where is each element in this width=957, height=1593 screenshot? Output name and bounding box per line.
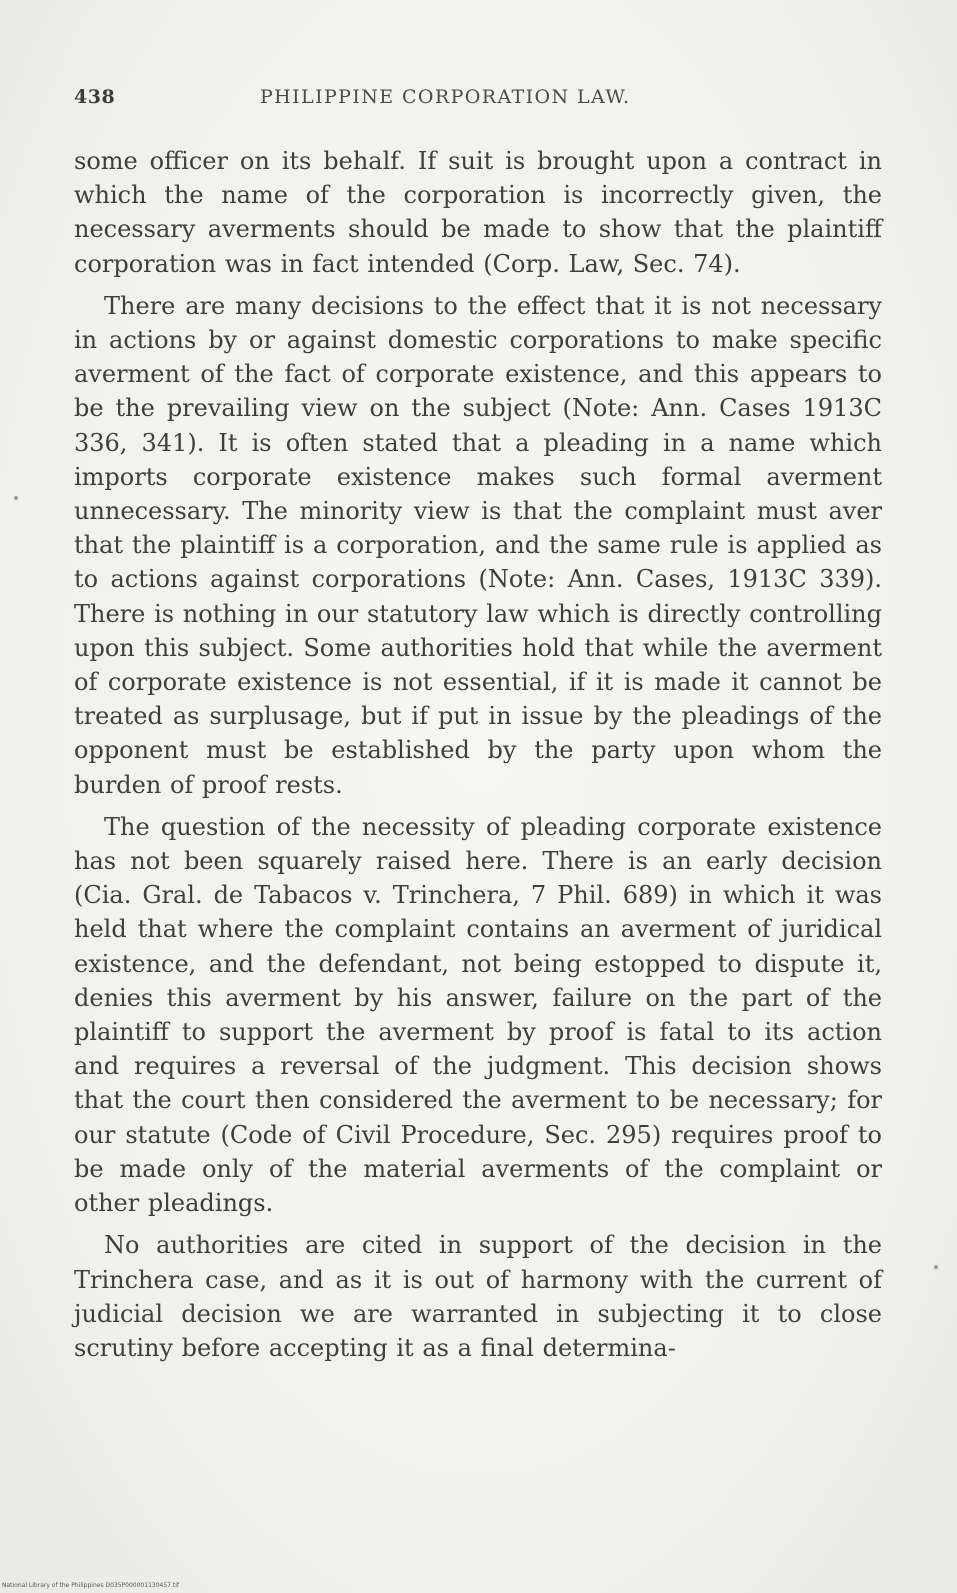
scan-speck — [14, 496, 18, 500]
page-number: 438 — [74, 86, 116, 108]
paragraph-4: No authorities are cited in support of the decision in the Trinchera case, and as it is out of harmony with the current of judicial decision we are warranted in subjecting it to close scrutiny before accepting it as a final determina- — [74, 1231, 882, 1362]
page-header — [74, 86, 882, 120]
paragraph-3: The question of the necessity of pleading corporate existence has not been squarely raised here. There is an early decision (Cia. Gral. de Tabacos v. Trinchera, 7 Phil. 689) in which it was held that where the complaint contains an averment of juridical existence, and the defendant, not being estopped to dispute it, denies this averment by his answer, failure on the part of the plaintiff to support the averment by proof is fatal to its action and requires a reversal of the judgment. This decision shows that the court then considered the averment to be necessary; for our statute (Code of Civil Procedure, Sec. 295) requires proof to be made only of the material averments of the complaint or other pleadings. — [74, 812, 882, 1218]
paragraph-1: some officer on its behalf. If suit is brought upon a contract in which the name of the corporation is incorrectly given, the necessary averments should be made to show that the plaintiff corporation was in fact intended (Corp. Law, Sec. 74). — [74, 147, 882, 278]
running-title: PHILIPPINE CORPORATION LAW. — [260, 86, 631, 108]
body-text — [74, 144, 882, 1373]
scan-credit: National Library of the Philippines D035P000001130457.tif — [2, 1582, 180, 1589]
paragraph-2: There are many decisions to the effect that it is not necessary in actions by or against domestic corporations to make specific averment of the fact of corporate existence, and this appears to be the prevailing view on the subject (Note: Ann. Cases 1913C 336, 341). It is often stated that a pleading in a name which imports corporate existence makes such formal averment unnecessary. The minority view is that the complaint must aver that the plaintiff is a corporation, and the same rule is applied as to actions against corporations (Note: Ann. Cases, 1913C 339). There is nothing in our statutory law which is directly controlling upon this subject. Some authorities hold that while the averment of corporate existence is not essential, if it is made it cannot be treated as surplusage, but if put in issue by the pleadings of the opponent must be established by the party upon whom the burden of proof rests. — [74, 291, 882, 799]
scan-speck — [934, 1265, 938, 1269]
